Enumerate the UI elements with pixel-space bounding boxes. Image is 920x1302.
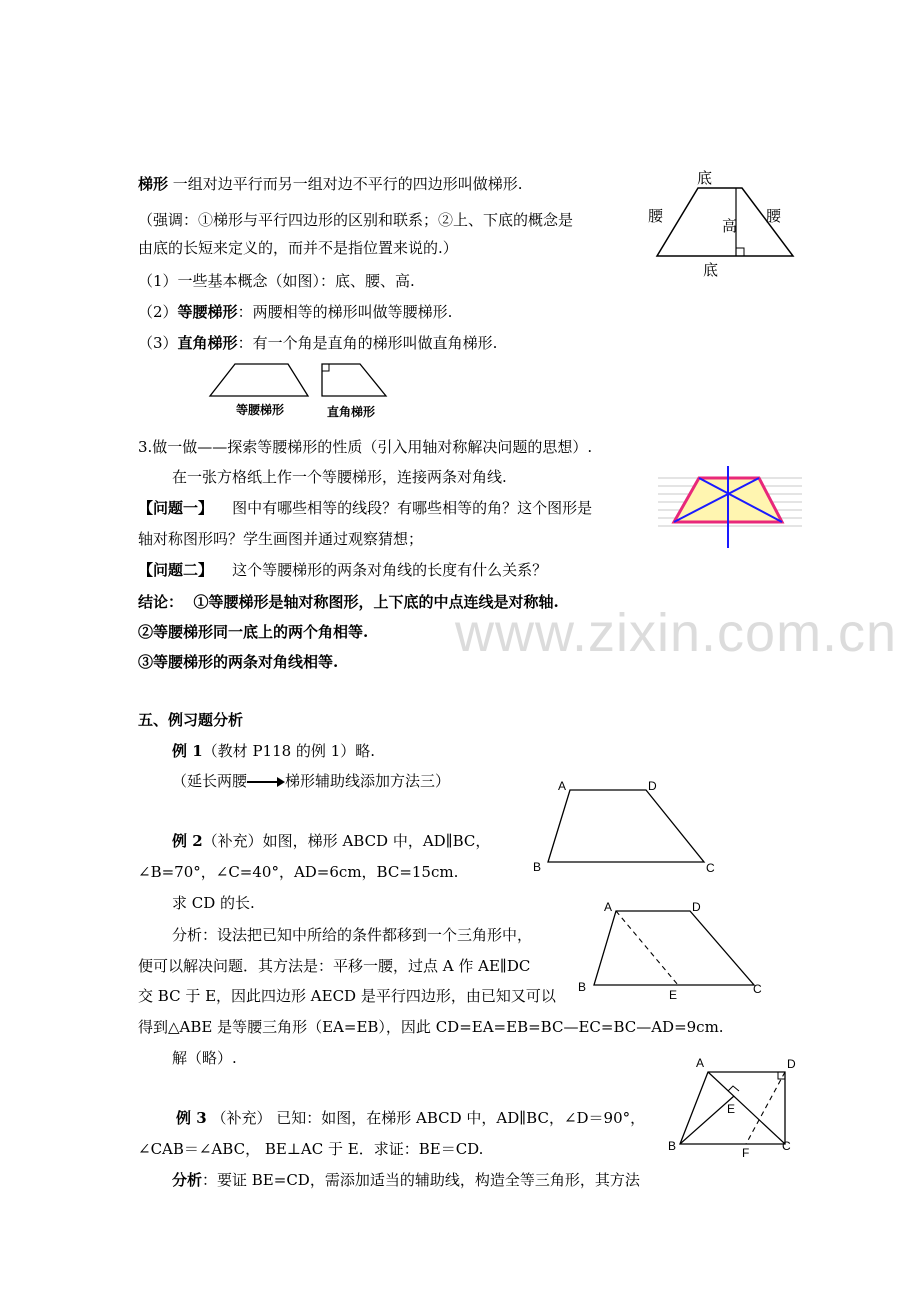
right-label: 直角梯形 <box>327 405 376 419</box>
item-3-term: 直角梯形 <box>177 334 238 352</box>
height-label: 高 <box>722 218 738 235</box>
ex1-label-d: D <box>648 779 657 793</box>
question-2-label: 【问题二】 <box>138 561 214 579</box>
arrow-icon <box>247 776 285 788</box>
section3-intro: 在一张方格纸上作一个等腰梯形，连接两条对角线. <box>172 468 507 486</box>
ex1-label-c: C <box>706 861 715 875</box>
solution: 解（略）. <box>172 1049 237 1067</box>
ex2-label-c: C <box>753 982 762 996</box>
example-1-figure <box>528 776 723 876</box>
isosceles-trapezoid-shape <box>210 364 308 396</box>
ex1-label-a: A <box>558 779 567 793</box>
emphasis-line-1: （强调：①梯形与平行四边形的区别和联系；②上、下底的概念是 <box>138 211 574 229</box>
symmetry-figure <box>654 464 804 550</box>
example-2 <box>172 831 490 851</box>
question-1-line-2: 轴对称图形吗？学生画图并通过观察猜想； <box>138 530 424 548</box>
ex3-label-d: D <box>787 1057 796 1071</box>
item-2-prefix: （2） <box>138 303 178 321</box>
trapezoid-definition <box>138 174 523 194</box>
item-3-prefix: （3） <box>138 334 178 352</box>
conclusion-label: 结论： <box>138 593 184 611</box>
analysis-line-4: 得到△ABE 是等腰三角形（EA=EB），因此 CD=EA=EB=BC—EC=BC—AD=9cm. <box>138 1018 724 1036</box>
auxiliary-line-df <box>746 1072 785 1144</box>
left-leg-label: 腰 <box>648 208 664 225</box>
trapezoid-def-text: 一组对边平行而另一组对边不平行的四边形叫做梯形. <box>172 175 523 193</box>
ex2-label-b: B <box>578 980 587 994</box>
example-2-label: 例 2 <box>172 832 203 850</box>
conclusion-1 <box>138 592 559 612</box>
bottom-base-label: 底 <box>703 262 719 279</box>
example-1 <box>172 741 375 761</box>
isosceles-label: 等腰梯形 <box>236 403 285 417</box>
ex2-label-a: A <box>604 900 613 914</box>
example-3-analysis <box>172 1170 640 1190</box>
basic-trapezoid-figure <box>640 164 805 280</box>
ex3-label-c: C <box>782 1139 791 1153</box>
right-angle-mark <box>736 248 744 256</box>
example-1-label: 例 1 <box>172 742 203 760</box>
right-trapezoid-shape <box>322 364 386 396</box>
question-2-text: 这个等腰梯形的两条对角线的长度有什么关系？ <box>232 561 548 579</box>
item-3-text: ：有一个角是直角的梯形叫做直角梯形. <box>237 334 498 352</box>
ex3-label-e: E <box>727 1102 736 1116</box>
question-2 <box>138 560 547 580</box>
item-2-term: 等腰梯形 <box>177 303 238 321</box>
example-2-figure <box>572 895 772 1005</box>
trapezoid-types-figure <box>200 356 400 422</box>
example-3-label: 例 3 <box>176 1109 207 1127</box>
right-trapezoid-angle-mark <box>322 364 329 371</box>
example-1-trapezoid <box>548 790 704 862</box>
top-base-label: 底 <box>697 170 713 187</box>
example-2-trapezoid <box>594 911 754 985</box>
example-1-text: （教材 P118 的例 1）略. <box>202 742 376 760</box>
auxiliary-line-ae <box>616 911 678 985</box>
example-3-figure <box>664 1050 804 1160</box>
item-3 <box>138 333 497 353</box>
analysis-line-3: 交 BC 于 E，因此四边形 AECD 是平行四边形，由已知又可以 <box>138 987 556 1005</box>
section3-heading: 3.做一做——探索等腰梯形的性质（引入用轴对称解决问题的思想）. <box>138 438 593 456</box>
example-3-analysis-label: 分析 <box>172 1171 203 1189</box>
ex3-label-f: F <box>742 1146 750 1160</box>
analysis-line-1: 分析：设法把已知中所给的条件都移到一个三角形中， <box>172 926 533 944</box>
ex1-label-b: B <box>533 860 542 874</box>
question-1 <box>138 498 592 518</box>
section5-heading: 五、例习题分析 <box>138 711 244 729</box>
question-1-label: 【问题一】 <box>138 499 214 517</box>
emphasis-line-2: 由底的长短来定义的，而并不是指位置来说的.） <box>138 239 458 257</box>
example-2-line-2: ∠B=70°，∠C=40°，AD=6cm，BC=15cm. <box>138 863 459 881</box>
example-1-note-left: （延长两腰 <box>172 772 248 790</box>
ex3-label-b: B <box>668 1139 677 1153</box>
conclusion-3: ③等腰梯形的两条对角线相等. <box>138 653 339 671</box>
perpendicular-be <box>680 1096 734 1144</box>
watermark: www.zixin.com.cn <box>455 603 898 663</box>
conclusion-1-text: ①等腰梯形是轴对称图形，上下底的中点连线是对称轴. <box>193 593 559 611</box>
item-1: （1）一些基本概念（如图）：底、腰、高. <box>138 272 415 290</box>
conclusion-2: ②等腰梯形同一底上的两个角相等. <box>138 623 369 641</box>
analysis-line-2: 便可以解决问题．其方法是：平移一腰，过点 A 作 AE∥DC <box>138 957 531 975</box>
example-3-analysis-text: ：要证 BE=CD，需添加适当的辅助线，构造全等三角形，其方法 <box>202 1171 640 1189</box>
ex2-label-d: D <box>692 900 701 914</box>
ex3-label-a: A <box>696 1056 705 1070</box>
example-1-note-right: 梯形辅助线添加方法三） <box>285 772 451 790</box>
right-leg-label: 腰 <box>766 208 782 225</box>
item-2-text: ：两腰相等的梯形叫做等腰梯形. <box>237 303 453 321</box>
diagonal-ac <box>708 1072 785 1144</box>
example-3 <box>176 1108 645 1128</box>
example-2-line-1: （补充）如图，梯形 ABCD 中，AD∥BC， <box>202 832 491 850</box>
item-2 <box>138 302 452 322</box>
example-3-line-2: ∠CAB＝∠ABC， BE⊥AC 于 E．求证：BE＝CD. <box>138 1140 484 1158</box>
ex2-label-e: E <box>669 988 678 1002</box>
example-2-line-3: 求 CD 的长. <box>172 894 255 912</box>
example-3-line-1: （补充） 已知：如图，在梯形 ABCD 中，AD∥BC，∠D＝90°， <box>211 1109 646 1127</box>
trapezoid-term: 梯形 <box>138 175 169 193</box>
example-1-note <box>172 771 450 791</box>
question-1-line-1: 图中有哪些相等的线段？有哪些相等的角？这个图形是 <box>232 499 593 517</box>
right-angle-mark-e <box>728 1086 739 1091</box>
